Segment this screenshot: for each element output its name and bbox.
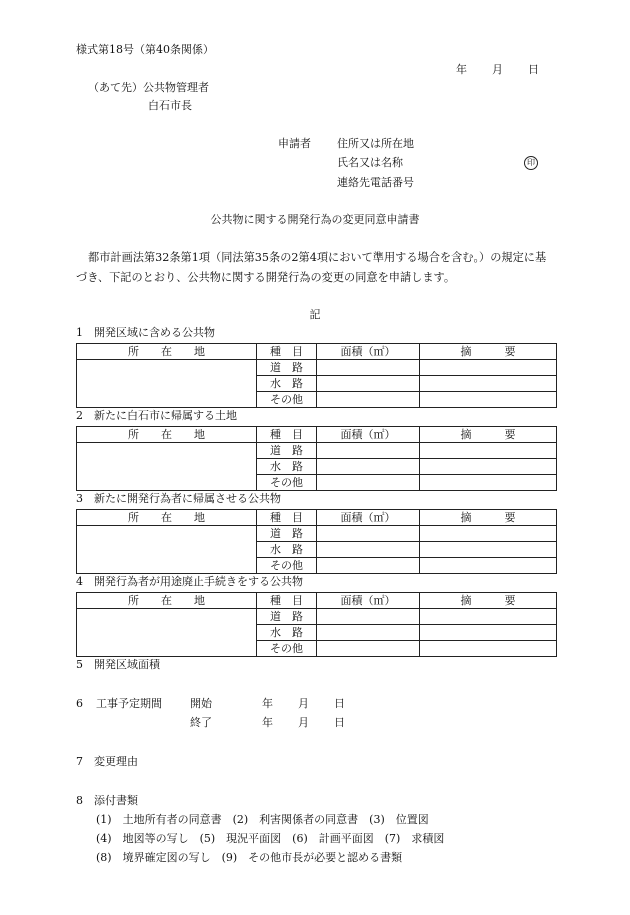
attachment-line-2: (4) 地図等の写し (5) 現況平面図 (6) 計画平面図 (7) 求積図 [96, 832, 445, 845]
table-row [77, 526, 557, 542]
area-cell[interactable] [317, 443, 420, 459]
type-cell: 水 路 [257, 376, 317, 392]
applicant-name-label: 氏名又は名称 [337, 156, 403, 169]
header-remarks: 摘 要 [420, 593, 557, 609]
area-cell[interactable] [317, 360, 420, 376]
addressee-label: （あて先）公共物管理者 [88, 81, 209, 94]
section-number: 2 [76, 409, 83, 422]
area-cell[interactable] [317, 558, 420, 574]
header-type: 種 目 [257, 593, 317, 609]
period-start-month: 月 [298, 697, 309, 710]
area-cell[interactable] [317, 542, 420, 558]
type-cell: 道 路 [257, 609, 317, 625]
table-header-row [77, 427, 557, 443]
type-cell: その他 [257, 558, 317, 574]
header-type: 種 目 [257, 510, 317, 526]
header-area: 面積（㎡） [317, 427, 420, 443]
header-location: 所 在 地 [77, 510, 257, 526]
section-1-heading [76, 327, 215, 338]
applicant-address-label: 住所又は所在地 [337, 137, 414, 150]
section-title: 新たに開発行為者に帰属させる公共物 [94, 492, 281, 505]
facility-table [76, 343, 557, 408]
header-remarks: 摘 要 [420, 427, 557, 443]
header-type: 種 目 [257, 344, 317, 360]
body-paragraph: 都市計画法第32条第1項（同法第35条の2第4項において準用する場合を含む。）の規定に基づき、下記のとおり、公共物に関する開発行為の変更の同意を申請します。 [76, 251, 547, 284]
section-title: 新たに白石市に帰属する土地 [94, 409, 237, 422]
location-cell[interactable] [77, 526, 257, 574]
section-8 [76, 795, 138, 806]
type-cell: その他 [257, 641, 317, 657]
type-cell: その他 [257, 392, 317, 408]
section-title: 開発行為者が用途廃止手続きをする公共物 [94, 575, 303, 588]
header-area: 面積（㎡） [317, 593, 420, 609]
period-end-day: 日 [334, 716, 345, 729]
location-cell[interactable] [77, 360, 257, 408]
remarks-cell[interactable] [420, 542, 557, 558]
ki-marker: 記 [309, 308, 321, 321]
section-5 [76, 659, 160, 670]
area-cell[interactable] [317, 526, 420, 542]
section-number: 1 [76, 326, 83, 339]
applicant-label: 申請者 [278, 137, 311, 150]
facility-table [76, 426, 557, 491]
type-cell: 道 路 [257, 443, 317, 459]
facility-table [76, 509, 557, 574]
section-title: 開発区域に含める公共物 [94, 326, 215, 339]
period-start-label: 開始 [190, 697, 212, 710]
header-area: 面積（㎡） [317, 344, 420, 360]
area-cell[interactable] [317, 376, 420, 392]
section-5-title: 開発区域面積 [94, 658, 160, 671]
period-end-month: 月 [298, 716, 309, 729]
remarks-cell[interactable] [420, 526, 557, 542]
table-row [77, 360, 557, 376]
area-cell[interactable] [317, 641, 420, 657]
area-cell[interactable] [317, 609, 420, 625]
header-type: 種 目 [257, 427, 317, 443]
section-8-title: 添付書類 [94, 794, 138, 807]
location-cell[interactable] [77, 609, 257, 657]
table-header-row [77, 593, 557, 609]
period-start-day: 日 [334, 697, 345, 710]
section-8-number: 8 [76, 794, 83, 807]
header-remarks: 摘 要 [420, 510, 557, 526]
area-cell[interactable] [317, 459, 420, 475]
location-cell[interactable] [77, 443, 257, 491]
date-year-label: 年 [456, 63, 467, 76]
remarks-cell[interactable] [420, 459, 557, 475]
table-row [77, 609, 557, 625]
period-start-year: 年 [262, 697, 273, 710]
section-6-title: 工事予定期間 [96, 697, 162, 710]
section-2-heading [76, 410, 237, 421]
section-3-heading [76, 493, 281, 504]
section-5-number: 5 [76, 658, 83, 671]
table-header-row [77, 344, 557, 360]
addressee-name: 白石市長 [148, 99, 192, 112]
document-title: 公共物に関する開発行為の変更同意申請書 [210, 213, 420, 226]
remarks-cell[interactable] [420, 609, 557, 625]
table-row [77, 443, 557, 459]
form-number: 様式第18号（第40条関係） [76, 43, 214, 56]
header-location: 所 在 地 [77, 427, 257, 443]
type-cell: 水 路 [257, 625, 317, 641]
section-7-number: 7 [76, 755, 83, 768]
section-number: 4 [76, 575, 83, 588]
type-cell: その他 [257, 475, 317, 491]
type-cell: 水 路 [257, 542, 317, 558]
remarks-cell[interactable] [420, 475, 557, 491]
period-end-label: 終了 [190, 716, 212, 729]
table-header-row [77, 510, 557, 526]
area-cell[interactable] [317, 475, 420, 491]
facility-table [76, 592, 557, 657]
remarks-cell[interactable] [420, 641, 557, 657]
section-number: 3 [76, 492, 83, 505]
remarks-cell[interactable] [420, 392, 557, 408]
attachment-line-1: (1) 土地所有者の同意書 (2) 利害関係者の同意書 (3) 位置図 [96, 813, 429, 826]
applicant-phone-label: 連絡先電話番号 [337, 176, 414, 189]
header-area: 面積（㎡） [317, 510, 420, 526]
header-location: 所 在 地 [77, 344, 257, 360]
header-location: 所 在 地 [77, 593, 257, 609]
area-cell[interactable] [317, 392, 420, 408]
date-month-label: 月 [492, 63, 503, 76]
attachment-line-3: (8) 境界確定図の写し (9) その他市長が必要と認める書類 [96, 851, 403, 864]
remarks-cell[interactable] [420, 443, 557, 459]
remarks-cell[interactable] [420, 376, 557, 392]
header-remarks: 摘 要 [420, 344, 557, 360]
seal-stamp [524, 156, 538, 170]
date-day-label: 日 [528, 63, 539, 76]
type-cell: 水 路 [257, 459, 317, 475]
remarks-cell[interactable] [420, 625, 557, 641]
type-cell: 道 路 [257, 526, 317, 542]
period-end-year: 年 [262, 716, 273, 729]
area-cell[interactable] [317, 625, 420, 641]
seal-stamp-mark: 印 [524, 156, 538, 170]
section-7 [76, 756, 138, 767]
remarks-cell[interactable] [420, 360, 557, 376]
type-cell: 道 路 [257, 360, 317, 376]
remarks-cell[interactable] [420, 558, 557, 574]
section-4-heading [76, 576, 303, 587]
section-7-title: 変更理由 [94, 755, 138, 768]
section-6-number: 6 [76, 697, 83, 710]
